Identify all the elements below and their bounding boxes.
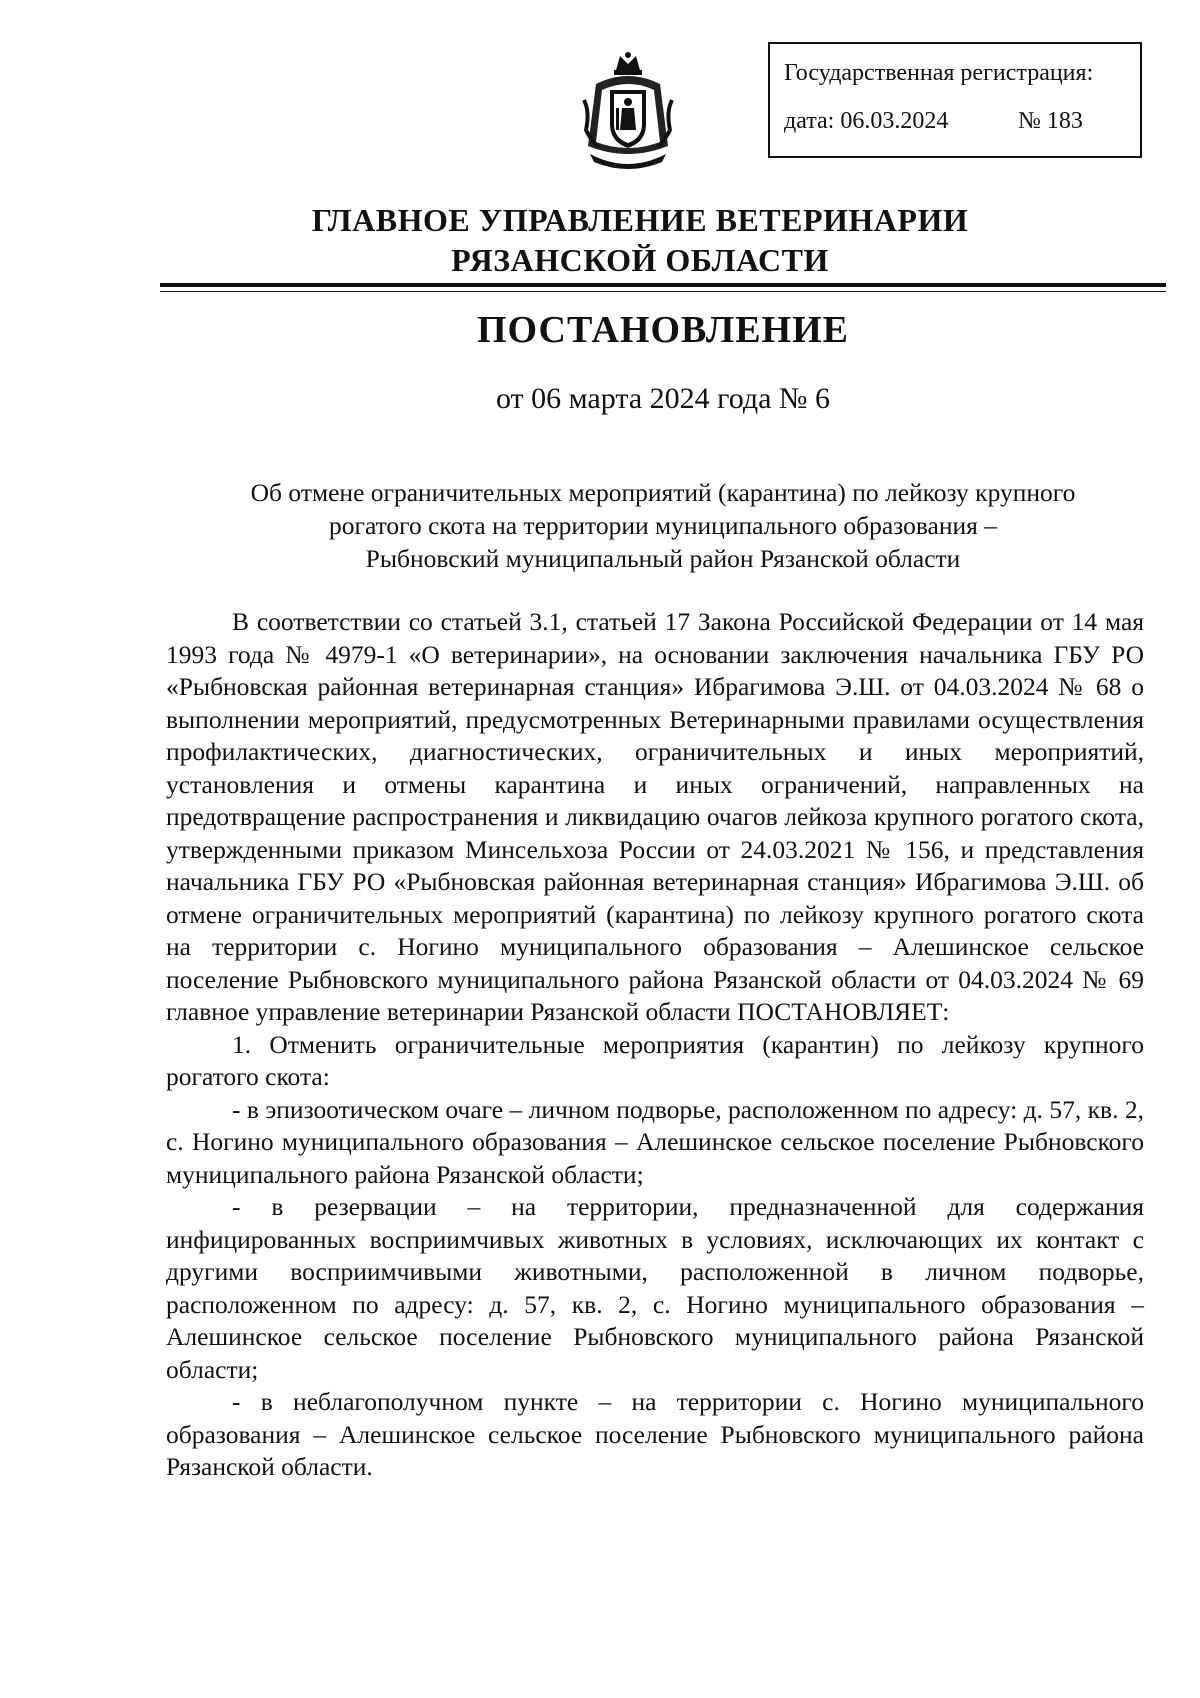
registration-stamp (768, 42, 1142, 158)
coat-of-arms-emblem (576, 50, 680, 176)
organization-name (160, 200, 1120, 280)
document-type: ПОСТАНОВЛЕНИЕ (476, 309, 850, 351)
document-subject (160, 476, 1166, 575)
list-item-reservation: - в резервации – на территории, предназначенной для содержания инфицированных восприимчивых животных в условиях, исключающих их контакт с другими восприимчивыми животными, расположенной в личном подворье, расположенном по адресу: д. 57, кв. 2, с. Ногино муниципального образования – Алешинское сельское поселение Рыбновского муниципального района Рязанской области; (166, 1192, 1144, 1384)
resolution-item-1: 1. Отменить ограничительные мероприятия (карантин) по лейкозу крупного рогатого скота: (166, 1029, 1144, 1091)
organization-line-2: РЯЗАНСКОЙ ОБЛАСТИ (451, 242, 829, 278)
header-divider-thick (160, 283, 1166, 287)
registration-title: Государственная регистрация: (784, 60, 1094, 86)
registration-number: № 183 (1018, 108, 1083, 134)
organization-line-1: ГЛАВНОЕ УПРАВЛЕНИЕ ВЕТЕРИНАРИИ (311, 202, 969, 238)
subject-line-2: рогатого скота на территории муниципального образования – (328, 511, 998, 540)
list-item-outbreak: - в эпизоотическом очаге – личном подворье, расположенном по адресу: д. 57, кв. 2, с. Ногино муниципального образования – Алешинское сельское поселение Рыбновского муниципального района Рязанской области; (166, 1094, 1144, 1189)
subject-line-1: Об отмене ограничительных мероприятий (карантина) по лейкозу крупного (250, 478, 1076, 507)
header-divider-thin (160, 291, 1166, 292)
subject-line-3: Рыбновский муниципальный район Рязанской области (365, 544, 961, 573)
list-item-affected-area: - в неблагополучном пункте – на территории с. Ногино муниципального образования – Алешинское сельское поселение Рыбновского муниципального района Рязанской области. (166, 1387, 1144, 1481)
document-date-number: от 06 марта 2024 года № 6 (495, 382, 831, 415)
registration-date: дата: 06.03.2024 (784, 108, 949, 134)
preamble-paragraph: В соответствии со статьей 3.1, статьей 17 Закона Российской Федерации от 14 мая 1993 года № 4979-1 «О ветеринарии», на основании заключения начальника ГБУ РО «Рыбновская районная ветеринарная станция» Ибрагимова Э.Ш. от 04.03.2024 № 68 о выполнении мероприятий, предусмотренных Ветеринарными правилами осуществления профилактических, диагностических, ограничительных и иных мероприятий, установления и отмены карантина и иных ограничений, направленных на предотвращение распространения и ликвидацию очагов лейкоза крупного рогатого скота, утвержденными приказом Минсельхоза России от 24.03.2021 № 156, и представления начальника ГБУ РО «Рыбновская районная ветеринарная станция» Ибрагимова Э.Ш. об отмене ограничительных мероприятий (карантина) по лейкозу крупного рогатого скота на территории с. Ногино муниципального образования – Алешинское сельское поселение Рыбновского муниципального района Рязанской области от 04.03.2024 № 69 главное управление ветеринарии Рязанской области ПОСТАНОВЛЯЕТ: (166, 607, 1144, 1026)
document-body (166, 606, 1144, 1484)
